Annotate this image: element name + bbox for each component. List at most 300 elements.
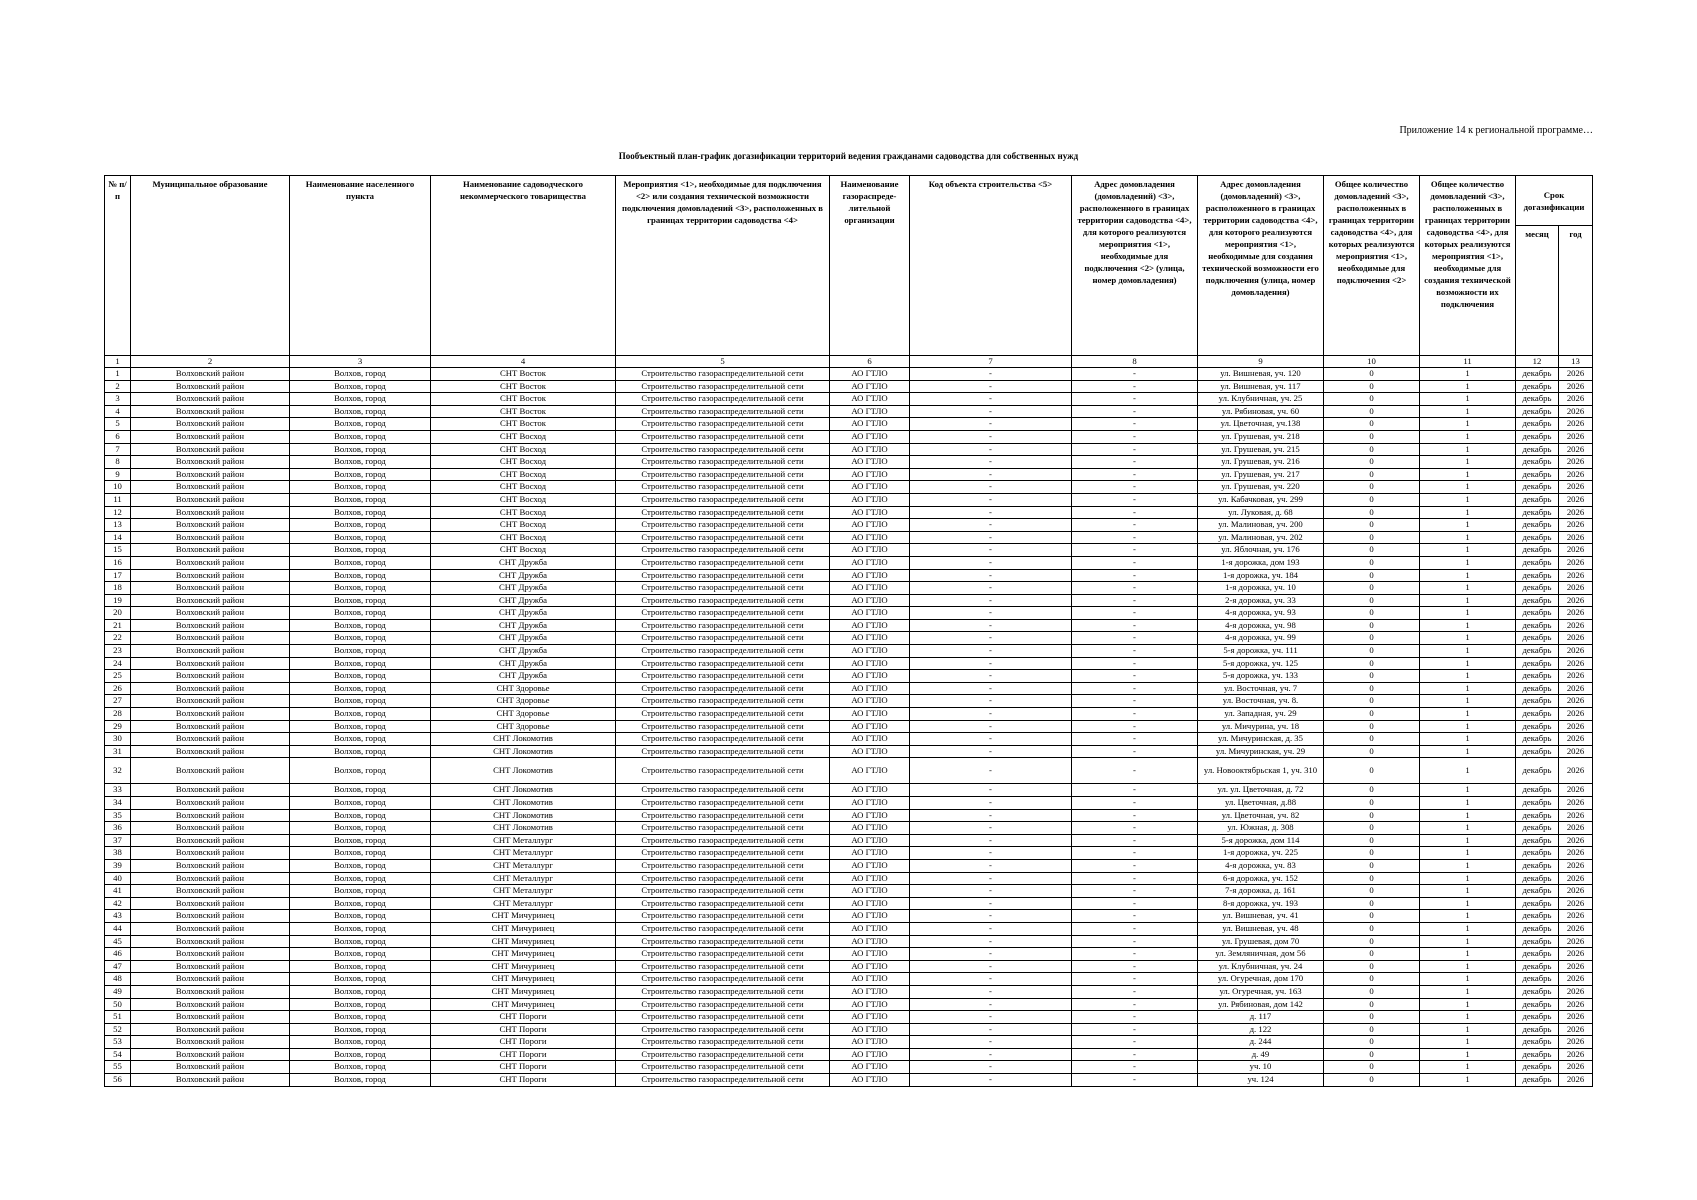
cell-num: 8 [105,456,131,469]
cell-snt: СНТ Восход [431,456,616,469]
col-header-settlement: Наименование населенного пункта [290,176,431,356]
table-row [105,822,1593,835]
cell-count-connect: 0 [1324,797,1420,810]
cell-address-tech: ул. Луковая, д. 68 [1198,506,1324,519]
cell-num: 44 [105,922,131,935]
cell-address-connect: - [1072,1036,1198,1049]
cell-month: декабрь [1516,720,1559,733]
cell-address-connect: - [1072,822,1198,835]
cell-district: Волховский район [131,506,290,519]
table-row [105,1048,1593,1061]
cell-count-connect: 0 [1324,809,1420,822]
cell-object-code: - [910,556,1072,569]
cell-district: Волховский район [131,519,290,532]
cell-year: 2026 [1559,708,1593,721]
cell-month: декабрь [1516,985,1559,998]
table-row [105,582,1593,595]
cell-num: 24 [105,657,131,670]
cell-year: 2026 [1559,973,1593,986]
cell-year: 2026 [1559,809,1593,822]
cell-month: декабрь [1516,859,1559,872]
cell-year: 2026 [1559,544,1593,557]
cell-address-connect: - [1072,733,1198,746]
cell-count-connect: 0 [1324,960,1420,973]
cell-count-tech: 1 [1420,708,1516,721]
cell-object-code: - [910,922,1072,935]
cell-count-connect: 0 [1324,758,1420,784]
cell-snt: СНТ Дружба [431,670,616,683]
cell-settlement: Волхов, город [290,809,431,822]
table-row [105,393,1593,406]
cell-address-tech: ул. Кабачковая, уч. 299 [1198,493,1324,506]
cell-address-tech: ул. Вишневая, уч. 48 [1198,922,1324,935]
cell-settlement: Волхов, город [290,443,431,456]
cell-address-connect: - [1072,682,1198,695]
cell-num: 3 [105,393,131,406]
cell-object-code: - [910,720,1072,733]
cell-event: Строительство газораспределительной сети [616,973,830,986]
cell-count-connect: 0 [1324,632,1420,645]
cell-gas-org: АО ГТЛО [830,797,910,810]
cell-num: 23 [105,645,131,658]
cell-district: Волховский район [131,368,290,381]
cell-snt: СНТ Дружба [431,607,616,620]
cell-year: 2026 [1559,506,1593,519]
cell-address-tech: ул. Южная, д. 308 [1198,822,1324,835]
cell-object-code: - [910,430,1072,443]
cell-address-tech: ул. Новооктябрьская 1, уч. 310 [1198,758,1324,784]
cell-address-tech: ул. Огуречная, уч. 163 [1198,985,1324,998]
cell-district: Волховский район [131,935,290,948]
cell-year: 2026 [1559,1048,1593,1061]
cell-count-connect: 0 [1324,556,1420,569]
cell-address-connect: - [1072,1074,1198,1087]
cell-year: 2026 [1559,897,1593,910]
cell-snt: СНТ Восход [431,519,616,532]
cell-district: Волховский район [131,670,290,683]
cell-district: Волховский район [131,910,290,923]
table-row [105,745,1593,758]
cell-address-tech: ул. Грушевая, уч. 220 [1198,481,1324,494]
cell-count-connect: 0 [1324,910,1420,923]
cell-year: 2026 [1559,443,1593,456]
cell-count-connect: 0 [1324,708,1420,721]
cell-snt: СНТ Мичуринец [431,910,616,923]
cell-address-tech: ул. Рябиновая, уч. 60 [1198,405,1324,418]
cell-gas-org: АО ГТЛО [830,847,910,860]
cell-object-code: - [910,758,1072,784]
cell-snt: СНТ Дружба [431,657,616,670]
cell-year: 2026 [1559,784,1593,797]
cell-count-connect: 0 [1324,847,1420,860]
cell-gas-org: АО ГТЛО [830,481,910,494]
cell-count-connect: 0 [1324,418,1420,431]
cell-snt: СНТ Восход [431,443,616,456]
col-header-address-tech: Адрес домовладения (домовладений) <3>, расположенного в границах территории садоводства <4>, для которого реализуются мероприятия <1>, необходимые для создания технической возможности его подключения (улица, номер домовладения) [1198,176,1324,356]
cell-event: Строительство газораспределительной сети [616,493,830,506]
cell-gas-org: АО ГТЛО [830,380,910,393]
cell-count-tech: 1 [1420,594,1516,607]
cell-num: 46 [105,948,131,961]
col-number: 2 [131,356,290,368]
cell-num: 55 [105,1061,131,1074]
cell-district: Волховский район [131,745,290,758]
cell-district: Волховский район [131,948,290,961]
cell-address-tech: ул. ул. Цветочная, д. 72 [1198,784,1324,797]
col-number: 7 [910,356,1072,368]
cell-count-tech: 1 [1420,847,1516,860]
cell-snt: СНТ Дружба [431,569,616,582]
cell-address-connect: - [1072,619,1198,632]
cell-year: 2026 [1559,985,1593,998]
table-row [105,847,1593,860]
cell-year: 2026 [1559,682,1593,695]
table-row [105,733,1593,746]
col-number: 4 [431,356,616,368]
cell-gas-org: АО ГТЛО [830,745,910,758]
cell-address-connect: - [1072,872,1198,885]
cell-year: 2026 [1559,405,1593,418]
cell-year: 2026 [1559,948,1593,961]
cell-event: Строительство газораспределительной сети [616,1048,830,1061]
cell-num: 19 [105,594,131,607]
cell-month: декабрь [1516,745,1559,758]
cell-count-connect: 0 [1324,607,1420,620]
cell-count-connect: 0 [1324,468,1420,481]
cell-num: 12 [105,506,131,519]
cell-count-connect: 0 [1324,834,1420,847]
cell-snt: СНТ Восток [431,380,616,393]
cell-snt: СНТ Мичуринец [431,985,616,998]
cell-settlement: Волхов, город [290,872,431,885]
cell-snt: СНТ Дружба [431,556,616,569]
cell-settlement: Волхов, город [290,922,431,935]
cell-event: Строительство газораспределительной сети [616,594,830,607]
table-row [105,960,1593,973]
cell-month: декабрь [1516,645,1559,658]
cell-settlement: Волхов, город [290,784,431,797]
cell-settlement: Волхов, город [290,645,431,658]
table-row [105,430,1593,443]
cell-count-tech: 1 [1420,910,1516,923]
cell-num: 37 [105,834,131,847]
cell-district: Волховский район [131,544,290,557]
cell-num: 52 [105,1023,131,1036]
cell-year: 2026 [1559,468,1593,481]
cell-district: Волховский район [131,645,290,658]
cell-event: Строительство газораспределительной сети [616,1036,830,1049]
cell-object-code: - [910,847,1072,860]
table-row [105,594,1593,607]
cell-snt: СНТ Локомотив [431,809,616,822]
table-row [105,985,1593,998]
cell-address-tech: ул. Малиновая, уч. 200 [1198,519,1324,532]
cell-event: Строительство газораспределительной сети [616,960,830,973]
cell-snt: СНТ Дружба [431,594,616,607]
cell-num: 36 [105,822,131,835]
table-row [105,645,1593,658]
cell-settlement: Волхов, город [290,368,431,381]
cell-district: Волховский район [131,1011,290,1024]
cell-settlement: Волхов, город [290,493,431,506]
cell-month: декабрь [1516,758,1559,784]
cell-count-connect: 0 [1324,695,1420,708]
cell-address-tech: ул. Цветочная, уч.138 [1198,418,1324,431]
cell-event: Строительство газораспределительной сети [616,1061,830,1074]
cell-year: 2026 [1559,456,1593,469]
cell-event: Строительство газораспределительной сети [616,368,830,381]
cell-count-connect: 0 [1324,948,1420,961]
cell-address-tech: ул. Огуречная, дом 170 [1198,973,1324,986]
cell-count-connect: 0 [1324,973,1420,986]
cell-gas-org: АО ГТЛО [830,720,910,733]
cell-gas-org: АО ГТЛО [830,822,910,835]
cell-address-tech: 6-я дорожка, уч. 152 [1198,872,1324,885]
cell-gas-org: АО ГТЛО [830,670,910,683]
cell-num: 29 [105,720,131,733]
cell-settlement: Волхов, город [290,607,431,620]
cell-settlement: Волхов, город [290,998,431,1011]
cell-object-code: - [910,897,1072,910]
cell-count-tech: 1 [1420,430,1516,443]
col-number: 10 [1324,356,1420,368]
cell-settlement: Волхов, город [290,544,431,557]
cell-month: декабрь [1516,594,1559,607]
cell-event: Строительство газораспределительной сети [616,809,830,822]
cell-count-tech: 1 [1420,506,1516,519]
cell-gas-org: АО ГТЛО [830,456,910,469]
cell-month: декабрь [1516,519,1559,532]
cell-object-code: - [910,582,1072,595]
cell-year: 2026 [1559,1036,1593,1049]
cell-month: декабрь [1516,922,1559,935]
cell-settlement: Волхов, город [290,506,431,519]
table-body [105,368,1593,1087]
cell-month: декабрь [1516,682,1559,695]
cell-object-code: - [910,935,1072,948]
cell-month: декабрь [1516,910,1559,923]
cell-object-code: - [910,632,1072,645]
cell-district: Волховский район [131,998,290,1011]
cell-snt: СНТ Локомотив [431,758,616,784]
cell-year: 2026 [1559,1074,1593,1087]
table-row [105,456,1593,469]
cell-address-tech: 1-я дорожка, дом 193 [1198,556,1324,569]
cell-count-tech: 1 [1420,607,1516,620]
cell-count-tech: 1 [1420,797,1516,810]
cell-address-connect: - [1072,569,1198,582]
cell-settlement: Волхов, город [290,405,431,418]
cell-month: декабрь [1516,708,1559,721]
cell-district: Волховский район [131,531,290,544]
cell-event: Строительство газораспределительной сети [616,745,830,758]
cell-count-connect: 0 [1324,822,1420,835]
cell-address-connect: - [1072,468,1198,481]
cell-count-tech: 1 [1420,1011,1516,1024]
cell-year: 2026 [1559,582,1593,595]
cell-count-tech: 1 [1420,885,1516,898]
cell-year: 2026 [1559,822,1593,835]
table-row [105,1011,1593,1024]
cell-count-connect: 0 [1324,1061,1420,1074]
cell-gas-org: АО ГТЛО [830,493,910,506]
cell-num: 53 [105,1036,131,1049]
cell-count-connect: 0 [1324,885,1420,898]
cell-num: 41 [105,885,131,898]
cell-snt: СНТ Пороги [431,1074,616,1087]
cell-address-connect: - [1072,948,1198,961]
table-row [105,872,1593,885]
cell-num: 33 [105,784,131,797]
cell-address-connect: - [1072,456,1198,469]
cell-settlement: Волхов, город [290,745,431,758]
cell-object-code: - [910,670,1072,683]
cell-settlement: Волхов, город [290,973,431,986]
cell-district: Волховский район [131,784,290,797]
cell-month: декабрь [1516,973,1559,986]
cell-event: Строительство газораспределительной сети [616,607,830,620]
cell-year: 2026 [1559,1023,1593,1036]
cell-count-connect: 0 [1324,506,1420,519]
cell-address-tech: 2-я дорожка, уч. 33 [1198,594,1324,607]
cell-month: декабрь [1516,544,1559,557]
cell-settlement: Волхов, город [290,897,431,910]
table-row [105,809,1593,822]
cell-address-connect: - [1072,493,1198,506]
cell-year: 2026 [1559,380,1593,393]
cell-object-code: - [910,695,1072,708]
col-number: 5 [616,356,830,368]
cell-settlement: Волхов, город [290,481,431,494]
cell-address-connect: - [1072,758,1198,784]
cell-year: 2026 [1559,493,1593,506]
cell-address-tech: 1-я дорожка, уч. 225 [1198,847,1324,860]
cell-address-tech: 8-я дорожка, уч. 193 [1198,897,1324,910]
table-row [105,1036,1593,1049]
cell-month: декабрь [1516,380,1559,393]
cell-year: 2026 [1559,935,1593,948]
cell-district: Волховский район [131,859,290,872]
cell-year: 2026 [1559,619,1593,632]
cell-address-tech: ул. Земляничная, дом 56 [1198,948,1324,961]
cell-count-connect: 0 [1324,493,1420,506]
cell-gas-org: АО ГТЛО [830,695,910,708]
cell-address-connect: - [1072,506,1198,519]
table-row [105,720,1593,733]
cell-year: 2026 [1559,1061,1593,1074]
cell-count-tech: 1 [1420,809,1516,822]
cell-district: Волховский район [131,797,290,810]
table-row [105,418,1593,431]
cell-event: Строительство газораспределительной сети [616,733,830,746]
cell-address-connect: - [1072,784,1198,797]
cell-object-code: - [910,1011,1072,1024]
cell-count-tech: 1 [1420,393,1516,406]
cell-snt: СНТ Пороги [431,1023,616,1036]
cell-snt: СНТ Здоровье [431,682,616,695]
table-row [105,859,1593,872]
cell-gas-org: АО ГТЛО [830,935,910,948]
cell-object-code: - [910,405,1072,418]
cell-snt: СНТ Восход [431,493,616,506]
cell-district: Волховский район [131,809,290,822]
cell-event: Строительство газораспределительной сети [616,784,830,797]
cell-object-code: - [910,973,1072,986]
cell-month: декабрь [1516,418,1559,431]
cell-num: 11 [105,493,131,506]
cell-event: Строительство газораспределительной сети [616,645,830,658]
cell-num: 34 [105,797,131,810]
cell-month: декабрь [1516,556,1559,569]
cell-event: Строительство газораспределительной сети [616,847,830,860]
cell-count-connect: 0 [1324,1048,1420,1061]
cell-count-connect: 0 [1324,544,1420,557]
cell-count-tech: 1 [1420,380,1516,393]
cell-address-tech: ул. Грушевая, уч. 217 [1198,468,1324,481]
cell-year: 2026 [1559,758,1593,784]
cell-snt: СНТ Восход [431,468,616,481]
col-header-address-connect: Адрес домовладения (домовладений) <3>, расположенного в границах территории садоводства <4>, для которого реализуются мероприятия <1>, необходимые для подключения <2> (улица, номер домовладения) [1072,176,1198,356]
cell-count-tech: 1 [1420,531,1516,544]
cell-month: декабрь [1516,998,1559,1011]
cell-address-connect: - [1072,1011,1198,1024]
cell-gas-org: АО ГТЛО [830,948,910,961]
cell-count-tech: 1 [1420,619,1516,632]
cell-num: 42 [105,897,131,910]
cell-event: Строительство газораспределительной сети [616,1074,830,1087]
cell-gas-org: АО ГТЛО [830,1061,910,1074]
cell-gas-org: АО ГТЛО [830,569,910,582]
cell-object-code: - [910,443,1072,456]
cell-object-code: - [910,481,1072,494]
cell-object-code: - [910,1023,1072,1036]
cell-month: декабрь [1516,456,1559,469]
cell-count-connect: 0 [1324,872,1420,885]
cell-snt: СНТ Здоровье [431,720,616,733]
cell-settlement: Волхов, город [290,1036,431,1049]
cell-snt: СНТ Восход [431,430,616,443]
cell-address-tech: ул. Мичуринская, уч. 29 [1198,745,1324,758]
cell-year: 2026 [1559,645,1593,658]
cell-district: Волховский район [131,834,290,847]
cell-count-connect: 0 [1324,1011,1420,1024]
cell-snt: СНТ Локомотив [431,797,616,810]
cell-event: Строительство газораспределительной сети [616,443,830,456]
cell-month: декабрь [1516,531,1559,544]
cell-address-connect: - [1072,594,1198,607]
col-header-object-code: Код объекта строительства <5> [910,176,1072,356]
col-header-count-connect: Общее количество домовладений <3>, расположенных в границах территории садоводства <4>, для которых реализуются мероприятия <1>, необходимые для подключения <2> [1324,176,1420,356]
cell-address-connect: - [1072,1061,1198,1074]
cell-num: 30 [105,733,131,746]
cell-snt: СНТ Здоровье [431,695,616,708]
col-number: 6 [830,356,910,368]
table-row [105,948,1593,961]
cell-object-code: - [910,745,1072,758]
table-row [105,368,1593,381]
cell-address-tech: 5-я дорожка, уч. 111 [1198,645,1324,658]
cell-month: декабрь [1516,481,1559,494]
cell-address-connect: - [1072,935,1198,948]
cell-gas-org: АО ГТЛО [830,594,910,607]
cell-address-tech: ул. Клубничная, уч. 24 [1198,960,1324,973]
cell-gas-org: АО ГТЛО [830,544,910,557]
cell-settlement: Волхов, город [290,531,431,544]
cell-count-connect: 0 [1324,456,1420,469]
cell-count-connect: 0 [1324,859,1420,872]
cell-address-tech: 1-я дорожка, уч. 10 [1198,582,1324,595]
cell-address-tech: ул. Мичурина, уч. 18 [1198,720,1324,733]
